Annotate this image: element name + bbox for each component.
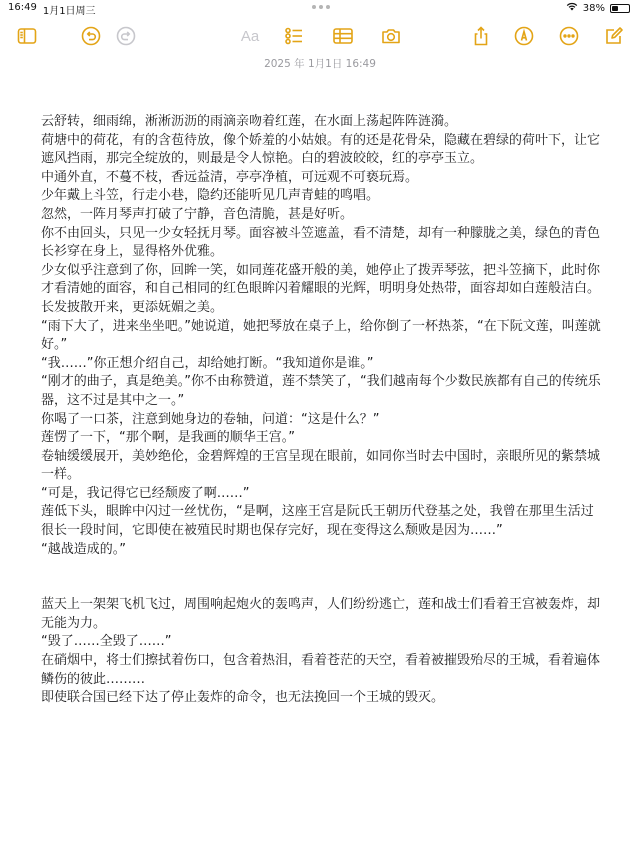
wifi-icon — [566, 2, 578, 14]
battery-percent: 38% — [582, 2, 605, 14]
note-paragraph: “可是，我记得它已经颓废了啊……” — [41, 485, 250, 501]
note-paragraph: “越战造成的。” — [41, 541, 126, 557]
note-paragraph: 忽然，一阵月琴声打破了宁静，音色清脆，甚是好听。 — [41, 206, 354, 222]
battery-icon — [610, 4, 630, 13]
table-icon[interactable] — [331, 24, 355, 48]
note-paragraph: 在硝烟中，将士们擦拭着伤口，包含着热泪，看着苍茫的天空，看着被摧毁殆尽的王城，看着遍体鳞伤的彼此……… — [41, 653, 601, 687]
notes-toolbar — [0, 22, 640, 50]
note-paragraph: 中通外直，不蔓不枝，香远益清，亭亭净植，可远观不可亵玩焉。 — [41, 169, 419, 185]
share-icon[interactable] — [469, 24, 493, 48]
note-date: 2025 年 1月1日 16:49 — [264, 58, 376, 70]
note-paragraph: 卷轴缓缓展开，美妙绝伦，金碧辉煌的王宫呈现在眼前，如同你当时去中国时，亲眼所见的紫禁城一样。 — [41, 448, 601, 483]
sidebar-icon[interactable] — [15, 24, 39, 48]
note-paragraph: “雨下大了，进来坐坐吧。”她说道，她把琴放在桌子上，给你倒了一杯热茶，“在下阮文莲，叫莲就好。” — [41, 318, 601, 353]
camera-icon[interactable] — [379, 24, 403, 48]
note-body[interactable] — [41, 113, 603, 708]
status-right — [566, 2, 630, 14]
note-paragraph: 蓝天上一架架飞机飞过，周围响起炮火的轰鸣声，人们纷纷逃亡，莲和战士们看着王宫被轰炸，却无能为力。 — [41, 597, 601, 631]
note-paragraph: “刚才的曲子，真是绝美。”你不由称赞道，莲不禁笑了，“我们越南每个少数民族都有自己的传统乐器，这不过是其中之一。” — [41, 374, 601, 408]
note-paragraph: 莲低下头，眼眸中闪过一丝忧伤，“是啊，这座王宫是阮氏王朝历代登基之处，我曾在那里生活过很长一段时间，它即使在被殖民时期也保存完好，现在变得这么颓败是因为……” — [41, 504, 594, 539]
markup-pen-icon[interactable] — [512, 24, 536, 48]
checklist-icon[interactable] — [282, 24, 306, 48]
note-paragraph: 你喝了一口茶，注意到她身边的卷轴，问道：“这是什么？” — [41, 411, 380, 427]
status-date: 1月1日周三 — [42, 6, 96, 17]
note-paragraph: 少年戴上斗笠，行走小巷，隐约还能听见几声青蛙的鸣唱。 — [41, 188, 380, 204]
note-paragraph: 你不由回头，只见一少女轻抚月琴。面容被斗笠遮盖，看不清楚，却有一种朦胧之美，绿色的青色长衫穿在身上，显得格外优雅。 — [41, 225, 601, 260]
status-left — [8, 2, 96, 17]
status-time: 16:49 — [8, 2, 37, 13]
format-text-label: Aa — [240, 27, 260, 45]
undo-icon[interactable] — [79, 24, 103, 48]
note-paragraph: 云舒转，细雨绵，淅淅沥沥的雨滴亲吻着红莲，在水面上荡起阵阵涟漪。 — [41, 114, 458, 129]
compose-icon[interactable] — [602, 24, 626, 48]
note-paragraph: “我……”你正想介绍自己，却给她打断。“我知道你是谁。” — [41, 355, 374, 371]
note-paragraph: 莲愣了一下，“那个啊，是我画的顺华王宫。” — [41, 430, 295, 446]
format-text-icon[interactable] — [236, 24, 264, 48]
note-paragraph: “毁了……全毁了……” — [41, 634, 172, 650]
note-paragraph — [41, 559, 603, 596]
multitasking-dots-icon[interactable] — [312, 5, 330, 9]
redo-icon[interactable] — [114, 24, 138, 48]
status-bar — [0, 0, 640, 16]
note-paragraph: 荷塘中的荷花，有的含苞待放，像个娇羞的小姑娘。有的还是花骨朵，隐藏在碧绿的荷叶下，让它遮风挡雨，那完全绽放的，则最是令人惊艳。白的碧波皎皎，红的亭亭玉立。 — [41, 132, 601, 167]
note-paragraph: 少女似乎注意到了你，回眸一笑，如同莲花盛开般的美，她停止了拨弄琴弦，把斗笠摘下，此时你才看清她的面容，和自己相同的红色眼眸闪着耀眼的光辉，明明身处热带，面容却如白莲般洁白。长发披散开来，更添妩媚之美。 — [41, 262, 601, 315]
note-paragraph: 即使联合国已经下达了停止轰炸的命令，也无法挽回一个王城的毁灭。 — [41, 690, 445, 706]
more-icon[interactable] — [557, 24, 581, 48]
